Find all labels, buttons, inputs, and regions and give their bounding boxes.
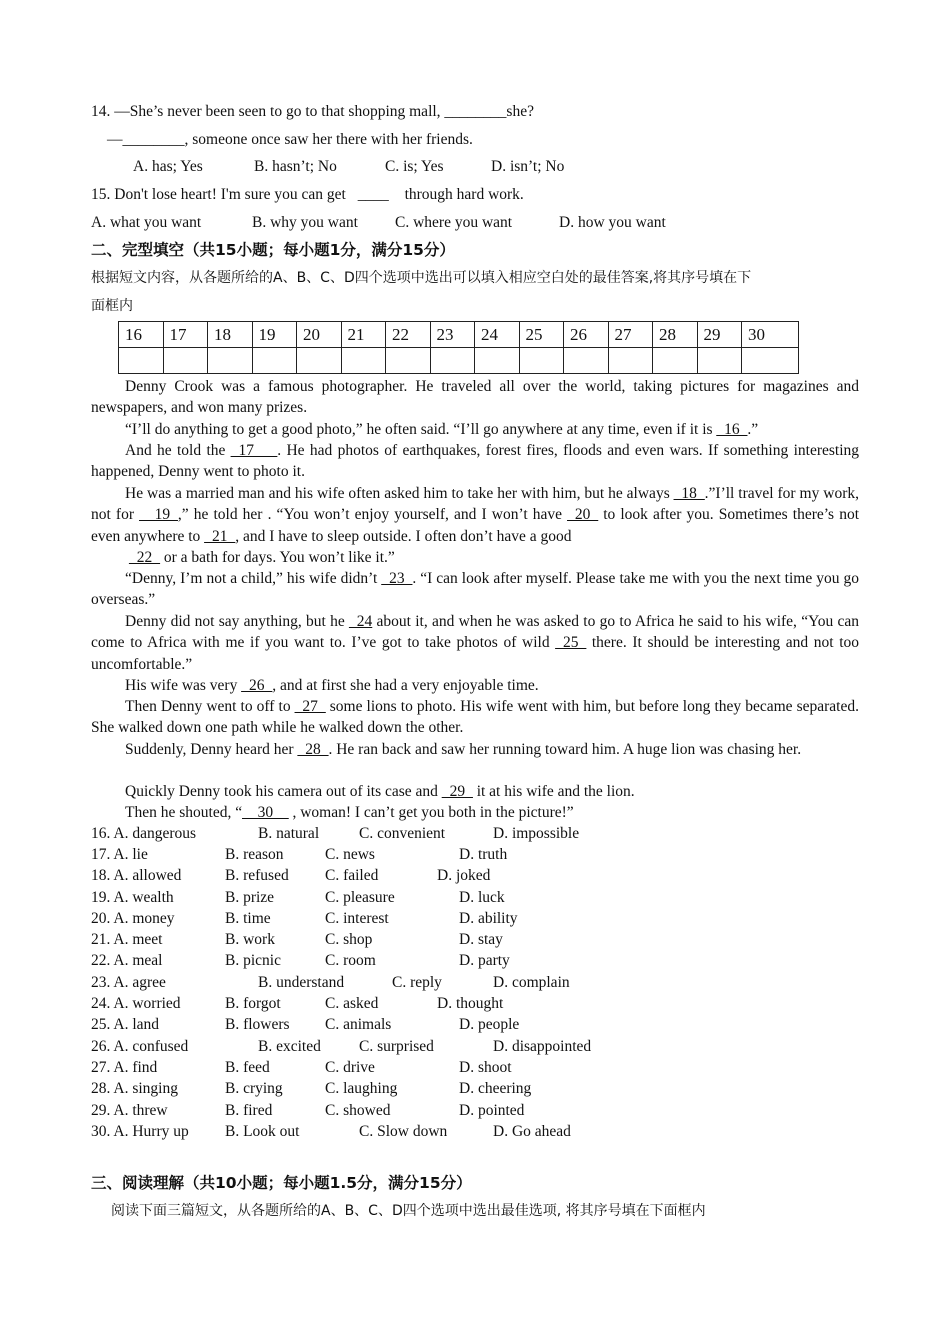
- option-29-d: D. pointed: [459, 1102, 525, 1119]
- answer-number: 30: [742, 322, 799, 348]
- answer-cell[interactable]: [475, 348, 520, 374]
- q15-option-a: A. what you want: [91, 214, 202, 231]
- option-28-b: B. crying: [225, 1080, 283, 1097]
- option-24-a: 24. A. worried: [91, 995, 181, 1012]
- option-17-a: 17. A. lie: [91, 846, 148, 863]
- passage-text: Then he shouted, “: [125, 804, 243, 821]
- q14-stem: 14. —She’s never been seen to go to that shopping mall, ________she?: [91, 103, 534, 120]
- option-25-d: D. people: [459, 1016, 520, 1033]
- passage-paragraph-4-end: [129, 547, 395, 568]
- option-29-b: B. fired: [225, 1102, 273, 1119]
- answer-number: 24: [475, 322, 520, 348]
- option-18-b: B. refused: [225, 867, 289, 884]
- section2-instruction-line2: 面框内: [91, 298, 133, 314]
- answer-table: [118, 321, 799, 374]
- answer-number: 28: [653, 322, 698, 348]
- option-18-a: 18. A. allowed: [91, 867, 182, 884]
- passage-paragraph-5: [91, 568, 859, 611]
- blank-26: _26_: [241, 677, 273, 694]
- blank-16: _16_: [716, 421, 748, 438]
- option-16-d: D. impossible: [493, 825, 580, 842]
- blank-19: __19_: [139, 506, 178, 524]
- answer-cell[interactable]: [252, 348, 297, 374]
- passage-paragraph-3: [91, 440, 859, 483]
- blank-29: _29_: [441, 783, 473, 800]
- option-19-a: 19. A. wealth: [91, 889, 174, 906]
- answer-number: 20: [297, 322, 342, 348]
- option-18-c: C. failed: [325, 867, 379, 884]
- q14-option-b: B. hasn’t; No: [254, 158, 337, 175]
- option-16-a: 16. A. dangerous: [91, 825, 197, 842]
- passage-text: Suddenly, Denny heard her: [125, 741, 298, 758]
- option-21-d: D. stay: [459, 931, 503, 948]
- blank-28: _28_: [297, 741, 329, 758]
- passage-text: , and I have to sleep outside. I often don’t have a good: [235, 527, 572, 545]
- answer-table-input-row: [119, 348, 799, 374]
- option-19-b: B. prize: [225, 889, 275, 906]
- passage-paragraph-8: [91, 696, 859, 739]
- answer-number: 22: [386, 322, 431, 348]
- option-26-b: B. excited: [258, 1038, 321, 1055]
- answer-number: 17: [163, 322, 208, 348]
- passage-text: Denny did not say anything, but he: [125, 613, 350, 630]
- answer-number: 18: [208, 322, 253, 348]
- option-22-c: C. room: [325, 952, 376, 969]
- blank-21: _21_: [204, 527, 236, 545]
- q15-stem-b: through hard work.: [404, 186, 524, 203]
- answer-cell[interactable]: [519, 348, 564, 374]
- q14-option-d: D. isn’t; No: [491, 158, 565, 175]
- passage-text: “Denny, I’m not a child,” his wife didn’t: [125, 570, 382, 587]
- answer-table-header-row: [119, 322, 799, 348]
- answer-cell[interactable]: [697, 348, 742, 374]
- option-23-c: C. reply: [392, 974, 442, 991]
- blank-17: _17___: [230, 442, 278, 459]
- q15-stem: [91, 185, 524, 205]
- q15-option-c: C. where you want: [395, 214, 513, 231]
- blank-25: _25_: [555, 634, 587, 652]
- passage-paragraph-9: [91, 739, 859, 760]
- passage-text: He was a married man and his wife often asked him to take her with him, but he always: [125, 485, 674, 502]
- blank-23: _23_: [381, 570, 413, 587]
- option-24-d: D. thought: [437, 995, 504, 1012]
- passage-text: Then Denny went to off to: [125, 698, 295, 715]
- passage-paragraph-4: [91, 483, 859, 547]
- option-30-b: B. Look out: [225, 1123, 300, 1140]
- answer-number: 19: [252, 322, 297, 348]
- blank-27: _27_: [294, 698, 326, 715]
- option-24-b: B. forgot: [225, 995, 281, 1012]
- passage-text: or a bath for days. You won’t like it.”: [160, 549, 395, 566]
- option-27-a: 27. A. find: [91, 1059, 158, 1076]
- option-20-a: 20. A. money: [91, 910, 175, 927]
- blank-20: _20_: [567, 506, 599, 524]
- option-27-b: B. feed: [225, 1059, 270, 1076]
- q15-option-d: D. how you want: [559, 214, 666, 231]
- passage-paragraph-7: [91, 675, 859, 696]
- option-27-d: D. shoot: [459, 1059, 512, 1076]
- option-25-b: B. flowers: [225, 1016, 290, 1033]
- passage-paragraph-1: Denny Crook was a famous photographer. He traveled all over the world, taking pictures for magazines and newspapers, and won many prizes.: [91, 378, 859, 417]
- option-30-c: C. Slow down: [359, 1123, 448, 1140]
- answer-cell[interactable]: [208, 348, 253, 374]
- passage-text: .”: [747, 421, 759, 438]
- option-24-c: C. asked: [325, 995, 379, 1012]
- passage-text: to look after you. Sometimes there’s not even anywhere to: [91, 506, 859, 545]
- option-21-a: 21. A. meet: [91, 931, 163, 948]
- option-29-c: C. showed: [325, 1102, 391, 1119]
- passage-text: there. It should be interesting and not too uncomfortable.”: [91, 634, 860, 673]
- answer-cell[interactable]: [163, 348, 208, 374]
- option-19-d: D. luck: [459, 889, 505, 906]
- option-20-d: D. ability: [459, 910, 518, 927]
- passage-text: And he told the: [125, 442, 231, 459]
- answer-number: 16: [119, 322, 164, 348]
- option-25-a: 25. A. land: [91, 1016, 160, 1033]
- q15-option-b: B. why you want: [252, 214, 358, 231]
- answer-number: 26: [564, 322, 609, 348]
- option-25-c: C. animals: [325, 1016, 392, 1033]
- q14-option-a: A. has; Yes: [133, 158, 203, 175]
- option-22-a: 22. A. meal: [91, 952, 163, 969]
- passage-text: , and at first she had a very enjoyable time.: [272, 677, 539, 694]
- answer-cell[interactable]: [386, 348, 431, 374]
- section2-instruction-line1: 根据短文内容，从各题所给的A、B、C、D四个选项中选出可以填入相应空白处的最佳答案,将其序号填在下: [91, 270, 752, 286]
- option-22-b: B. picnic: [225, 952, 281, 969]
- answer-cell[interactable]: [430, 348, 475, 374]
- passage-text: Quickly Denny took his camera out of its case and: [125, 783, 442, 800]
- option-17-b: B. reason: [225, 846, 284, 863]
- answer-number: 27: [608, 322, 653, 348]
- option-23-d: D. complain: [493, 974, 570, 991]
- option-26-c: C. surprised: [359, 1038, 434, 1055]
- option-17-d: D. truth: [459, 846, 508, 863]
- option-28-a: 28. A. singing: [91, 1080, 178, 1097]
- passage-text: His wife was very: [125, 677, 242, 694]
- answer-cell[interactable]: [653, 348, 698, 374]
- passage-paragraph-2: [91, 419, 859, 440]
- passage-text: “I’ll do anything to get a good photo,” he often said. “I’ll go anywhere at any time, even if it is: [125, 421, 717, 438]
- answer-number: 29: [697, 322, 742, 348]
- option-20-c: C. interest: [325, 910, 389, 927]
- option-20-b: B. time: [225, 910, 271, 927]
- blank-22: _22_: [129, 549, 160, 566]
- passage-text: . “I can look after myself. Please take me with you the next time you go overseas.”: [91, 570, 859, 609]
- passage-paragraph-11: [91, 802, 859, 823]
- option-29-a: 29. A. threw: [91, 1102, 168, 1119]
- passage-paragraph-6: [91, 611, 859, 675]
- option-17-c: C. news: [325, 846, 375, 863]
- answer-cell[interactable]: [341, 348, 386, 374]
- passage-text: , woman! I can’t get you both in the picture!”: [288, 804, 574, 821]
- option-27-c: C. drive: [325, 1059, 375, 1076]
- blank-24: _24: [349, 613, 373, 630]
- section3-heading: 三、阅读理解（共10小题；每小题1.5分，满分15分）: [91, 1174, 472, 1192]
- option-26-d: D. disappointed: [493, 1038, 592, 1055]
- answer-number: 21: [341, 322, 386, 348]
- passage-paragraph-10: [91, 781, 859, 802]
- passage-text: about it, and when he was asked to go to Africa he said to his wife, “You can come to Africa with me if you want to. I’ve got to take photos of wild: [91, 613, 859, 652]
- option-18-d: D. joked: [437, 867, 491, 884]
- answer-number: 23: [430, 322, 475, 348]
- answer-number: 25: [519, 322, 564, 348]
- passage-text: . He had photos of earthquakes, forest fires, floods and even wars. If something interesting happened, Denny went to photo it.: [91, 442, 860, 481]
- option-16-b: B. natural: [258, 825, 320, 842]
- option-28-c: C. laughing: [325, 1080, 398, 1097]
- q14-reply: —________, someone once saw her there with her friends.: [107, 131, 473, 148]
- section3-instruction: 阅读下面三篇短文，从各题所给的A、B、C、D四个选项中选出最佳选项, 将其序号填在下面框内: [111, 1203, 706, 1219]
- answer-cell[interactable]: [608, 348, 653, 374]
- blank-30: __30__: [242, 804, 289, 821]
- passage-text: some lions to photo. His wife went with him, but before long they became separated. She walked down one path while he walked down the other.: [91, 698, 859, 737]
- passage-text: ,” he told her . “You won’t enjoy yourself, and I won’t have: [177, 506, 568, 524]
- q15-stem-a: 15. Don't lose heart! I'm sure you can get: [91, 186, 346, 203]
- answer-cell[interactable]: [564, 348, 609, 374]
- blank-18: _18_: [673, 485, 705, 502]
- option-19-c: C. pleasure: [325, 889, 395, 906]
- option-23-a: 23. A. agree: [91, 974, 166, 991]
- option-30-a: 30. A. Hurry up: [91, 1123, 189, 1140]
- passage-text: . He ran back and saw her running toward him. A huge lion was chasing her.: [328, 741, 802, 758]
- option-30-d: D. Go ahead: [493, 1123, 571, 1140]
- answer-cell[interactable]: [119, 348, 164, 374]
- option-28-d: D. cheering: [459, 1080, 532, 1097]
- option-22-d: D. party: [459, 952, 510, 969]
- option-21-c: C. shop: [325, 931, 373, 948]
- option-21-b: B. work: [225, 931, 275, 948]
- passage-text: it at his wife and the lion.: [472, 783, 635, 800]
- answer-cell[interactable]: [297, 348, 342, 374]
- option-23-b: B. understand: [258, 974, 345, 991]
- q15-blank: ____: [357, 186, 389, 203]
- option-16-c: C. convenient: [359, 825, 446, 842]
- passage-text: .”I’ll travel for my work, not for: [91, 485, 859, 524]
- answer-cell[interactable]: [742, 348, 799, 374]
- q14-option-c: C. is; Yes: [385, 158, 444, 175]
- option-26-a: 26. A. confused: [91, 1038, 189, 1055]
- section2-heading: 二、完型填空（共15小题；每小题1分，满分15分）: [91, 241, 455, 259]
